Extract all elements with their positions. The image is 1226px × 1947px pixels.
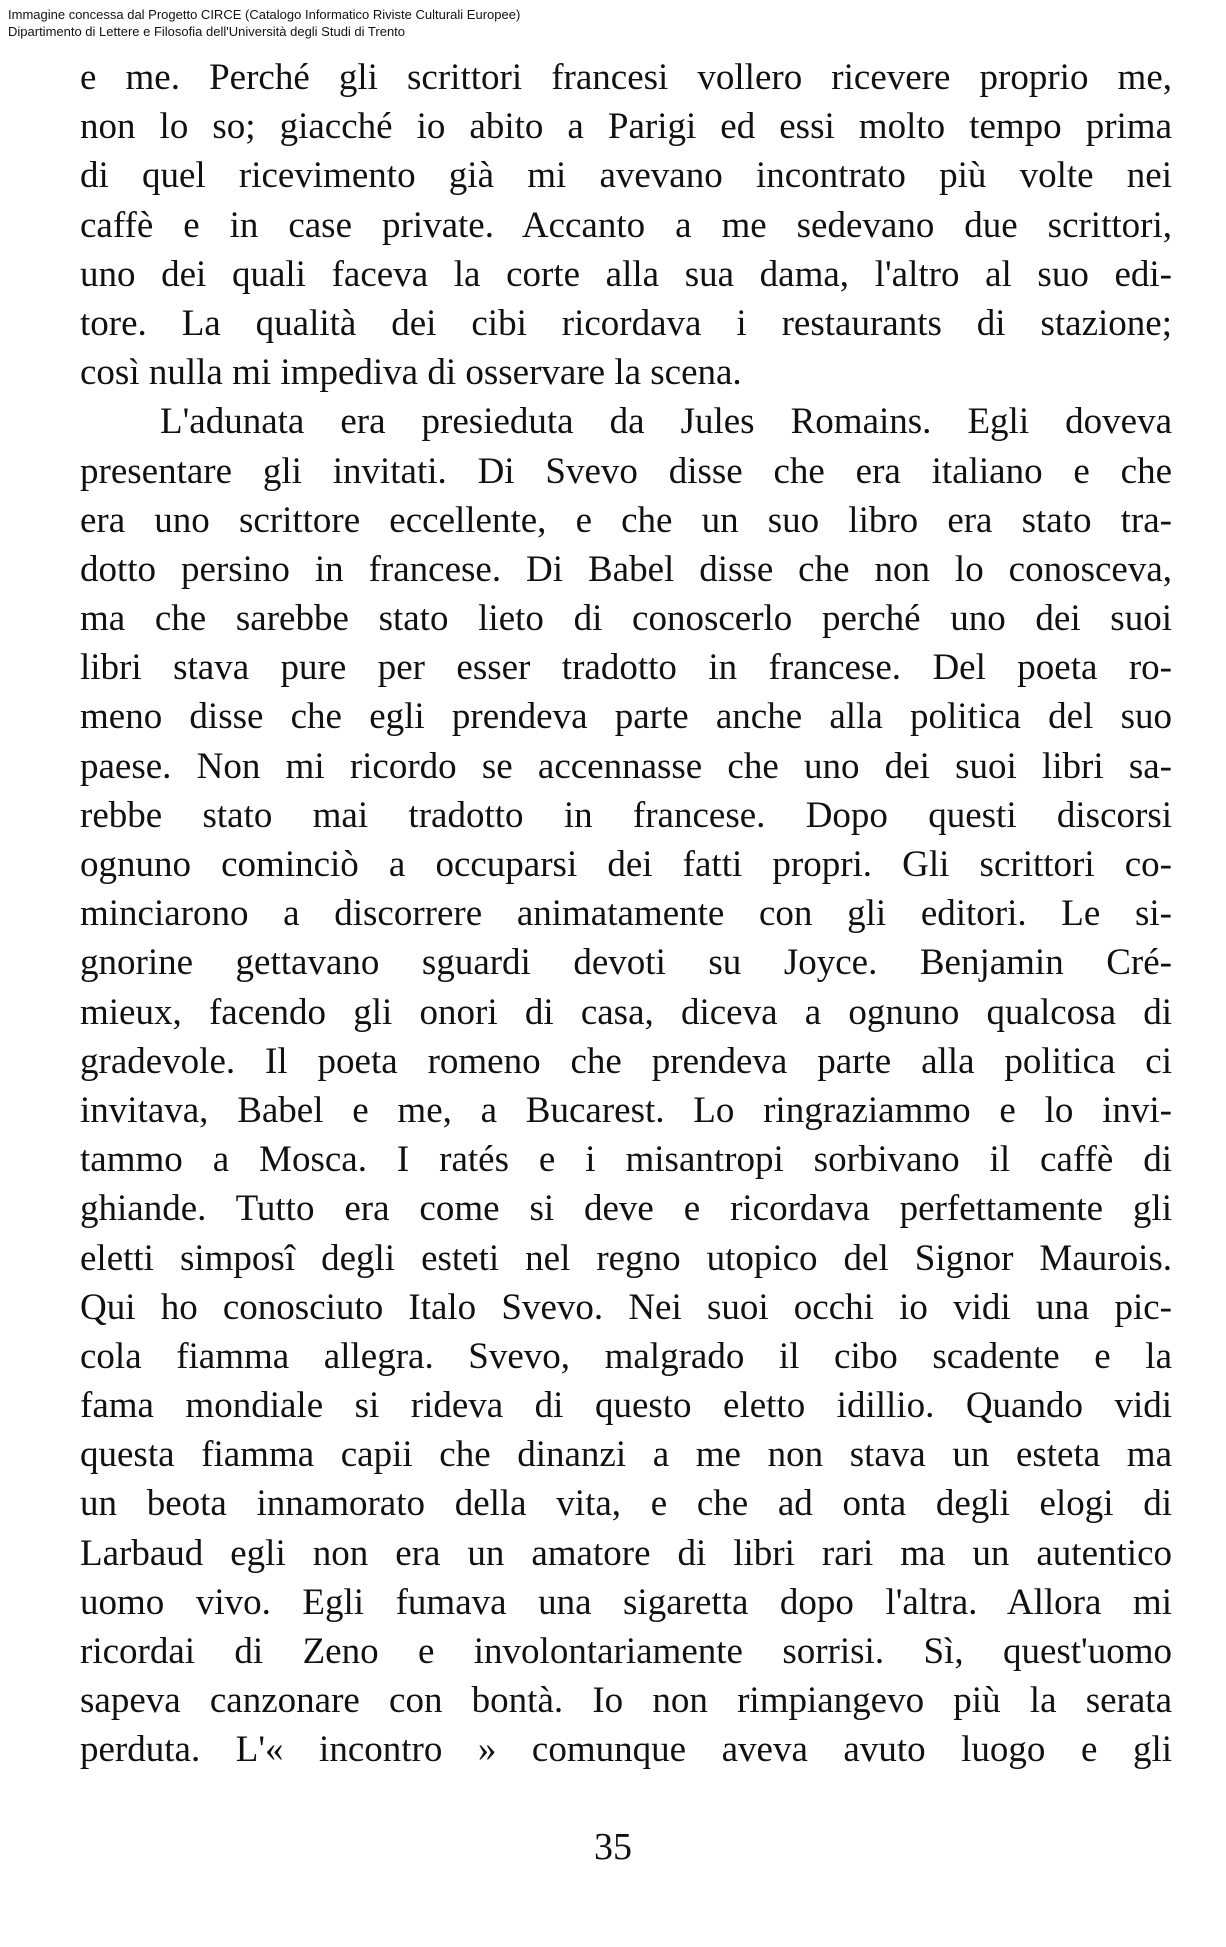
text-line: non lo so; giacché io abito a Parigi ed essi molto tempo prima (80, 106, 1172, 148)
text-line: così nulla mi impediva di osservare la scena. (80, 352, 742, 394)
text-line: meno disse che egli prendeva parte anche alla politica del suo (80, 696, 1172, 738)
text-line: tore. La qualità dei cibi ricordava i restaurants di stazione; (80, 302, 1172, 344)
text-line: era uno scrittore eccellente, e che un suo libro era stato tra- (80, 499, 1172, 541)
text-line: cola fiamma allegra. Svevo, malgrado il cibo scadente e la (80, 1335, 1172, 1377)
text-line: uomo vivo. Egli fumava una sigaretta dopo l'altra. Allora mi (80, 1581, 1172, 1623)
text-line: ognuno cominciò a occuparsi dei fatti propri. Gli scrittori co- (80, 844, 1172, 885)
text-line: minciarono a discorrere animatamente con gli editori. Le si- (80, 893, 1172, 935)
text-line: paese. Non mi ricordo se accennasse che uno dei suoi libri sa- (80, 745, 1172, 787)
page-text (80, 53, 1172, 1775)
text-line: e me. Perché gli scrittori francesi vollero ricevere proprio me, (80, 57, 1172, 98)
text-line: dotto persino in francese. Di Babel disse che non lo conosceva, (80, 548, 1172, 590)
text-line: un beota innamorato della vita, e che ad onta degli elogi di (80, 1483, 1172, 1525)
text-line: ma che sarebbe stato lieto di conoscerlo perché uno dei suoi (80, 598, 1172, 640)
text-line: rebbe stato mai tradotto in francese. Dopo questi discorsi (80, 794, 1172, 836)
text-line: presentare gli invitati. Di Svevo disse che era italiano e che (80, 450, 1172, 492)
text-line: caffè e in case private. Accanto a me sedevano due scrittori, (80, 204, 1172, 246)
text-line: gnorine gettavano sguardi devoti su Joyce. Benjamin Cré- (80, 942, 1172, 984)
text-line: tammo a Mosca. I ratés e i misantropi sorbivano il caffè di (80, 1139, 1172, 1181)
text-line: ghiande. Tutto era come si deve e ricordava perfettamente gli (80, 1188, 1172, 1230)
archive-header (8, 6, 520, 40)
text-line: eletti simposî degli esteti nel regno utopico del Signor Maurois. (80, 1237, 1172, 1279)
archive-header-line-1: Immagine concessa dal Progetto CIRCE (Catalogo Informatico Riviste Culturali Europee) (8, 7, 521, 22)
text-line: di quel ricevimento già mi avevano incontrato più volte nei (80, 155, 1172, 197)
text-line: Larbaud egli non era un amatore di libri rari ma un autentico (80, 1532, 1172, 1574)
text-line: invitava, Babel e me, a Bucarest. Lo ringraziammo e lo invi- (80, 1089, 1172, 1131)
text-line: fama mondiale si rideva di questo eletto idillio. Quando vidi (80, 1385, 1172, 1427)
page-number: 35 (594, 1826, 632, 1868)
text-line: sapeva canzonare con bontà. Io non rimpiangevo più la serata (80, 1680, 1172, 1722)
archive-header-line-2: Dipartimento di Lettere e Filosofia dell'Università degli Studi di Trento (8, 24, 406, 39)
text-line: uno dei quali faceva la corte alla sua dama, l'altro al suo edi- (80, 253, 1172, 295)
text-line: Qui ho conosciuto Italo Svevo. Nei suoi occhi io vidi una pic- (80, 1286, 1172, 1328)
text-line: ricordai di Zeno e involontariamente sorrisi. Sì, quest'uomo (80, 1631, 1172, 1672)
text-line: questa fiamma capii che dinanzi a me non stava un esteta ma (80, 1434, 1172, 1476)
text-line: gradevole. Il poeta romeno che prendeva parte alla politica ci (80, 1040, 1172, 1082)
text-line: L'adunata era presieduta da Jules Romains. Egli doveva (160, 401, 1172, 443)
text-line: libri stava pure per esser tradotto in francese. Del poeta ro- (80, 647, 1172, 689)
text-line: perduta. L'« incontro » comunque aveva avuto luogo e gli (80, 1729, 1172, 1771)
text-line: mieux, facendo gli onori di casa, diceva a ognuno qualcosa di (80, 991, 1172, 1033)
